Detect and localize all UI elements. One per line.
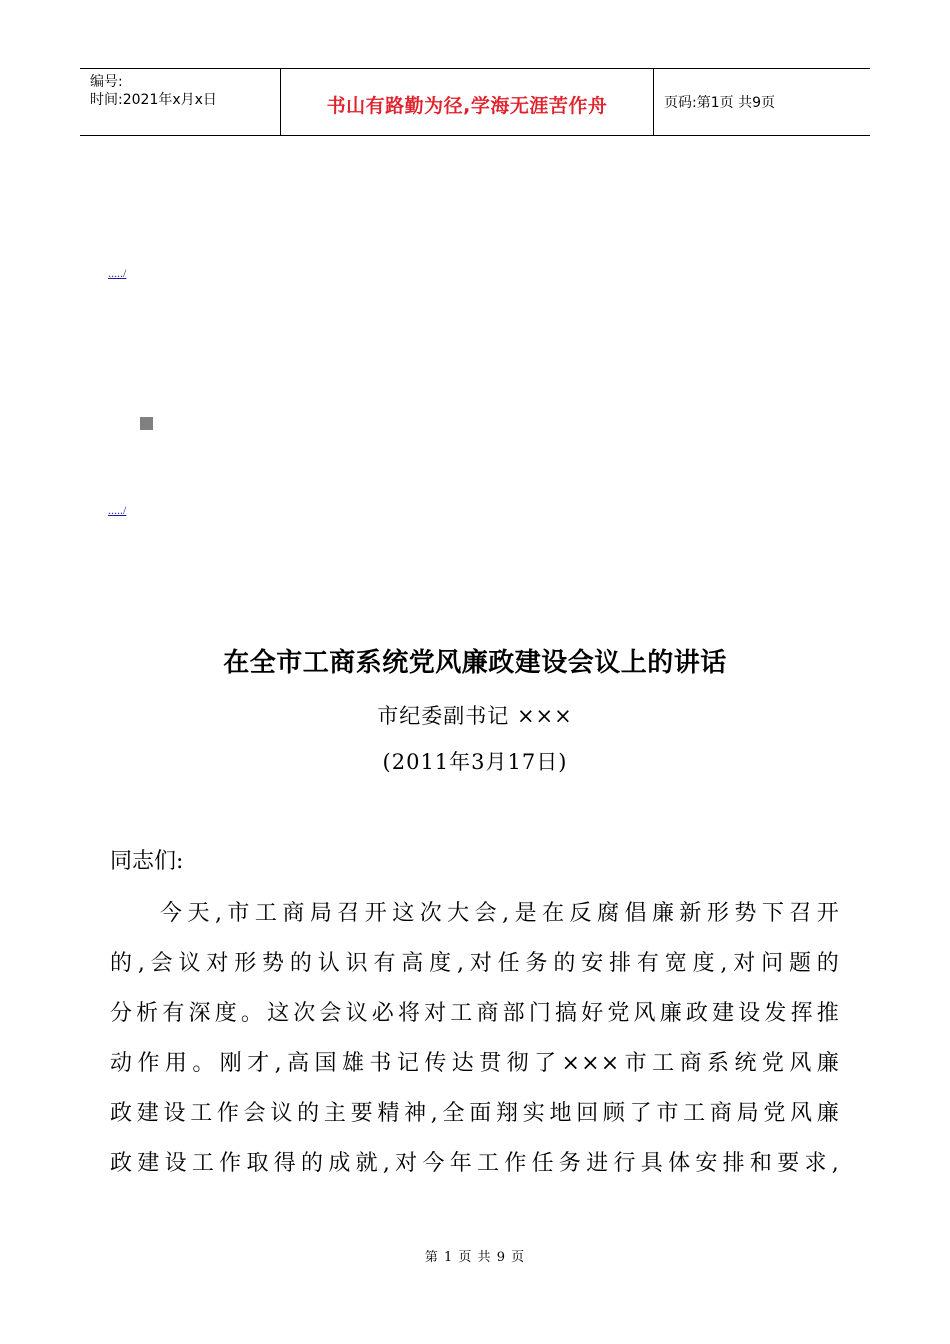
paragraph-line: 政建设工作会议的主要精神,全面翔实地回顾了市工商局党风廉 — [110, 1101, 840, 1126]
page-info: 页码:第1页 共9页 — [664, 95, 775, 111]
document-title: 在全市工商系统党风廉政建设会议上的讲话 — [223, 648, 727, 678]
document-date: (2011年3月17日) — [382, 750, 568, 774]
paragraph-line: 分析有深度。这次会议必将对工商部门搞好党风廉政建设发挥推 — [110, 1001, 840, 1026]
link-2[interactable]: ...../ — [108, 503, 127, 517]
square-bullet-icon — [140, 417, 153, 430]
document-time: 时间:2021年x月x日 — [90, 92, 217, 108]
link-1[interactable]: ...../ — [108, 266, 127, 280]
paragraph-line: 动作用。刚才,高国雄书记传达贯彻了×××市工商系统党风廉 — [110, 1051, 840, 1076]
document-author: 市纪委副书记 ××× — [377, 704, 573, 728]
header-table — [80, 68, 870, 136]
header-motto-cell — [281, 69, 654, 135]
paragraph-line: 的,会议对形势的认识有高度,对任务的安排有宽度,对问题的 — [110, 951, 840, 976]
paragraph-line: 政建设工作取得的成就,对今年工作任务进行具体安排和要求, — [110, 1151, 840, 1176]
page-footer: 第 1 页 共 9 页 — [424, 1250, 526, 1265]
motto: 书山有路勤为径,学海无涯苦作舟 — [326, 95, 608, 117]
header-page-cell — [654, 69, 870, 135]
header-meta-cell — [80, 69, 281, 135]
paragraph-line: 今天,市工商局召开这次大会,是在反腐倡廉新形势下召开 — [160, 901, 840, 926]
greeting: 同志们: — [110, 849, 184, 874]
document-number: 编号: — [90, 74, 123, 90]
